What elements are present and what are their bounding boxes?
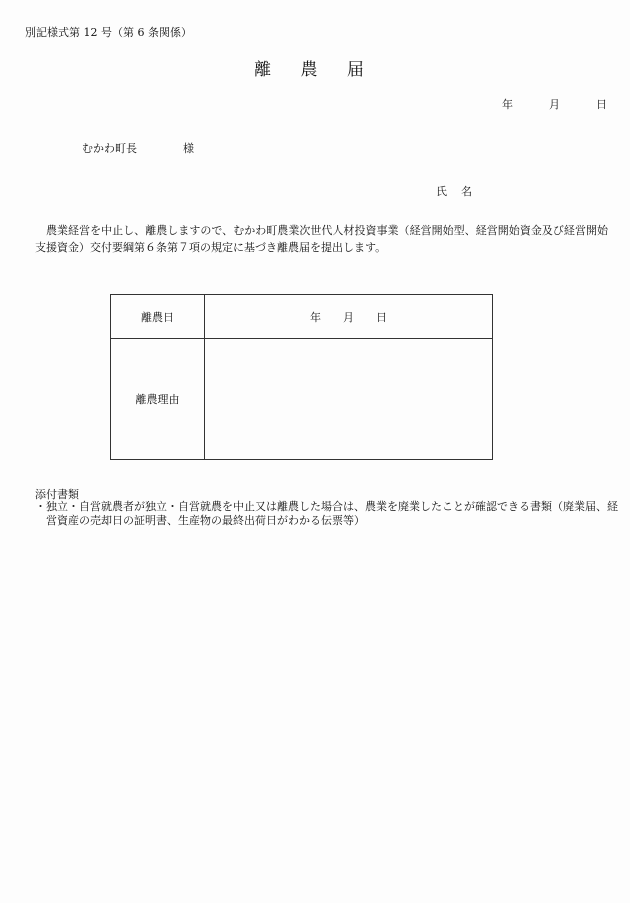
retirement-form-table (110, 294, 493, 460)
table-row (111, 295, 493, 339)
attachments-title: 添付書類 (35, 488, 79, 501)
addressee-honorific: 様 (183, 142, 194, 155)
retirement-date-label: 離農日 (111, 295, 205, 339)
retirement-reason-label: 離農理由 (111, 339, 205, 460)
date-day-label: 日 (596, 98, 607, 111)
applicant-name-field (436, 183, 472, 199)
body-text: 農業経営を中止し、離農しますので、むかわ町農業次世代人材投資事業（経営開始型、経営開始資金及び経営開始支援資金）交付要綱第６条第７項の規定に基づき離農届を提出します。 (35, 224, 608, 254)
retirement-date-year: 年 (310, 310, 321, 324)
date-month-label: 月 (549, 98, 560, 111)
document-title: 離 農 届 (254, 60, 376, 80)
addressee-name: むかわ町長 (82, 142, 137, 155)
retirement-reason-value (205, 339, 493, 460)
retirement-date-value (205, 295, 493, 339)
table-row (111, 339, 493, 460)
retirement-date-month: 月 (343, 310, 354, 324)
addressee (82, 140, 194, 156)
date-year-label: 年 (502, 98, 513, 111)
submission-date (502, 96, 607, 112)
attachment-item: ・独立・自営就農者が独立・自営就農を中止又は離農した場合は、農業を廃業したことが確認できる書類（廃業届、経営資産の売却日の証明書、生産物の最終出荷日がわかる伝票等） (35, 500, 618, 527)
applicant-label-2: 名 (461, 185, 472, 198)
applicant-label-1: 氏 (436, 185, 447, 198)
retirement-date-day: 日 (376, 310, 387, 324)
form-number: 別記様式第 12 号（第 6 条関係） (25, 26, 192, 39)
